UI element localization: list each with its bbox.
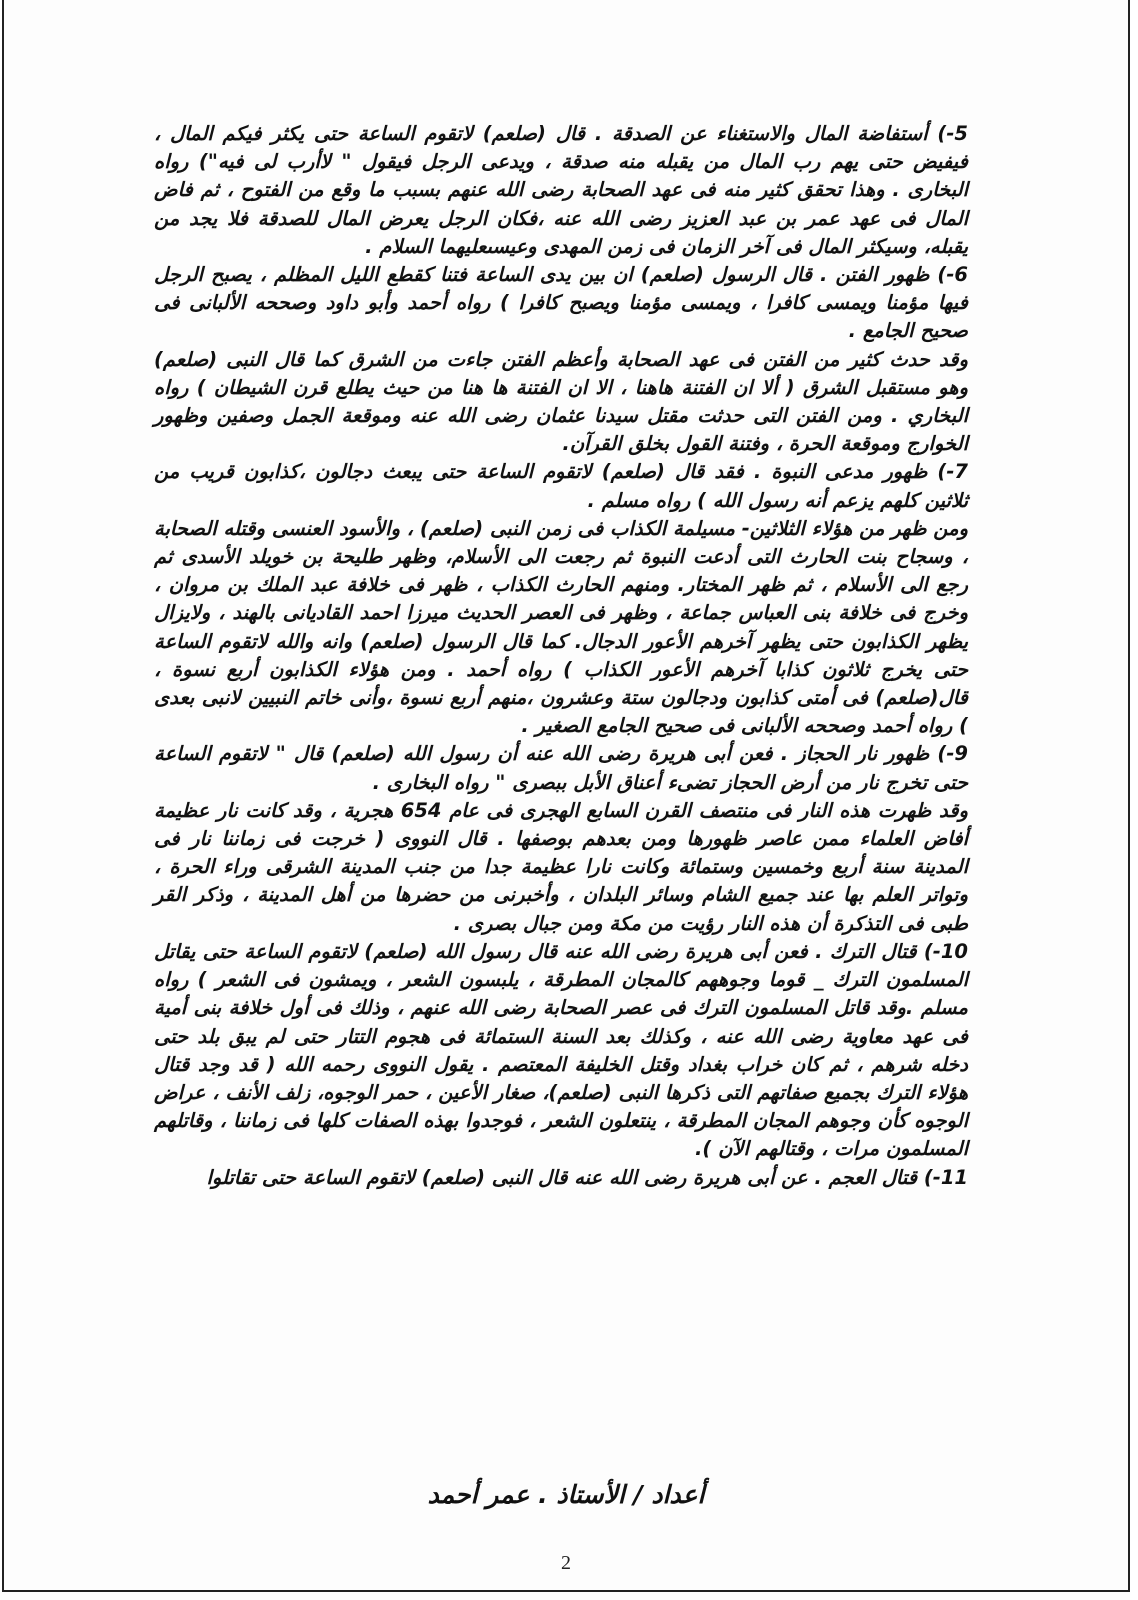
paragraph-item-5: 5-) أستفاضة المال والاستغناء عن الصدقة . قال (صلعم) لاتقوم الساعة حتى يكثر فيكم المال ، فيفيض حتى يهم رب المال من يقبله منه صدقة ، ويدعى الرجل فيقول " لاأرب لى فيه") رواه البخارى . وهذا تحقق كثير منه فى عهد الصحابة رضى الله عنهم بسبب ما وقع من الفتوح ، ثم فاض المال فى عهد عمر بن عبد العزيز رضى الله عنه ،فكان الرجل يعرض المال للصدقة فلا يجد من يقبله، وسيكثر المال فى آخر الزمان فى زمن المهدى وعيسىعليهما السلام . [154, 122, 968, 258]
paragraph-hijaz-fire: وقد ظهرت هذه النار فى منتصف القرن السابع الهجرى فى عام 654 هجرية ، وقد كانت نار عظيمة أفاض العلماء ممن عاصر ظهورها ومن بعدهم بوصفها . قال النووى ( خرجت فى زماننا نار فى المدينة سنة أربع وخمسين وستمائة وكانت نارا عظيمة جدا من جنب المدينة الشرقى وراء الحرة ، وتواتر العلم بها عند جميع الشام وسائر البلدان ، وأخبرنى من حضرها من أهل المدينة ، وذكر القر طبى فى التذكرة أن هذه النار رؤيت من مكة ومن جبال بصرى . [154, 798, 968, 935]
paragraph-fitan-detail: وقد حدث كثير من الفتن فى عهد الصحابة وأعظم الفتن جاءت من الشرق كما قال النبى (صلعم) وهو مستقبل الشرق ( ألا ان الفتنة هاهنا ، الا ان الفتنة ها هنا من حيث يطلع قرن الشيطان ) رواه البخاري . ومن الفتن التى حدثت مقتل سيدنا عثمان رضى الله عنه وموقعة الجمل وصفين وظهور الخوارج وموقعة الحرة ، وفتنة القول بخلق القرآن. [154, 347, 968, 456]
paragraph-item-11: 11-) قتال العجم . عن أبى هريرة رضى الله عنه قال النبى (صلعم) لاتقوم الساعة حتى تقاتلوا [206, 1165, 968, 1189]
paragraph-false-prophets: ومن ظهر من هؤلاء الثلاثين- مسيلمة الكذاب فى زمن النبى (صلعم) ، والأسود العنسى وقتله الصحابة ، وسجاح بنت الحارث التى أدعت النبوة ثم رجعت الى الأسلام، وظهر طليحة بن خويلد الأسدى ثم رجع الى الأسلام ، ثم ظهر المختار. ومنهم الحارث الكذاب ، ظهر فى خلافة عبد الملك بن مروان ، وخرج فى خلافة بنى العباس جماعة ، وظهر فى العصر الحديث ميرزا احمد القاديانى بالهند ، ولايزال يظهر الكذابون حتى يظهر آخرهم الأعور الدجال. كما قال الرسول (صلعم) وانه والله لاتقوم الساعة حتى يخرج ثلاثون كذابا آخرهم الأعور الكذاب ) رواه أحمد . ومن هؤلاء الكذابون أربع نسوة ، قال(صلعم) فى أمتى كذابون ودجالون ستة وعشرون ،منهم أربع نسوة ،وأنى خاتم النبيين لانبى بعدى ) رواه أحمد وصححه الألبانى فى صحيح الجامع الصغير . [154, 516, 968, 738]
page-frame [2, 0, 1130, 1592]
paragraph-item-10: 10-) قتال الترك . فعن أبى هريرة رضى الله عنه قال رسول الله (صلعم) لاتقوم الساعة حتى يقاتل المسلمون الترك _ قوما وجوههم كالمجان المطرقة ، يلبسون الشعر ، ويمشون فى الشعر ) رواه مسلم .وقد قاتل المسلمون الترك فى عصر الصحابة رضى الله عنهم ، وذلك فى أول خلافة بنى أمية فى عهد معاوية رضى الله عنه ، وكذلك بعد السنة الستمائة فى هجوم التتار حتى لم يبق بلد حتى دخله شرهم ، ثم كان خراب بغداد وقتل الخليفة المعتصم . يقول النووى رحمه الله ( قد وجد قتال هؤلاء الترك بجميع صفاتهم التى ذكرها النبى (صلعم)، صغار الأعين ، حمر الوجوه، زلف الأنف ، عراض الوجوه كأن وجوهم المجان المطرقة ، ينتعلون الشعر ، فوجدوا بهذه الصفات كلها فى زماننا ، وقاتلهم المسلمون مرات ، وقتالهم الآن ). [154, 939, 968, 1161]
author-signature: أعداد / الأستاذ . عمر أحمد [427, 1480, 705, 1509]
paragraph-item-7: 7-) ظهور مدعى النبوة . فقد قال (صلعم) لاتقوم الساعة حتى يبعث دجالون ،كذابون قريب من ثلاثين كلهم يزعم أنه رسول الله ) رواه مسلم . [154, 460, 968, 512]
document-body [154, 120, 968, 1192]
page-number: 2 [561, 1552, 571, 1574]
paragraph-item-6: 6-) ظهور الفتن . قال الرسول (صلعم) ان بين يدى الساعة فتنا كقطع الليل المظلم ، يصبح الرجل فيها مؤمنا ويمسى كافرا ، ويمسى مؤمنا ويصبح كافرا ) رواه أحمد وأبو داود وصححه الألبانى فى صحيح الجامع . [154, 263, 968, 343]
paragraph-item-9: 9-) ظهور نار الحجاز . فعن أبى هريرة رضى الله عنه أن رسول الله (صلعم) قال " لاتقوم الساعة حتى تخرج نار من أرض الحجاز تضىء أعناق الأبل ببصرى " رواه البخارى . [154, 742, 968, 794]
